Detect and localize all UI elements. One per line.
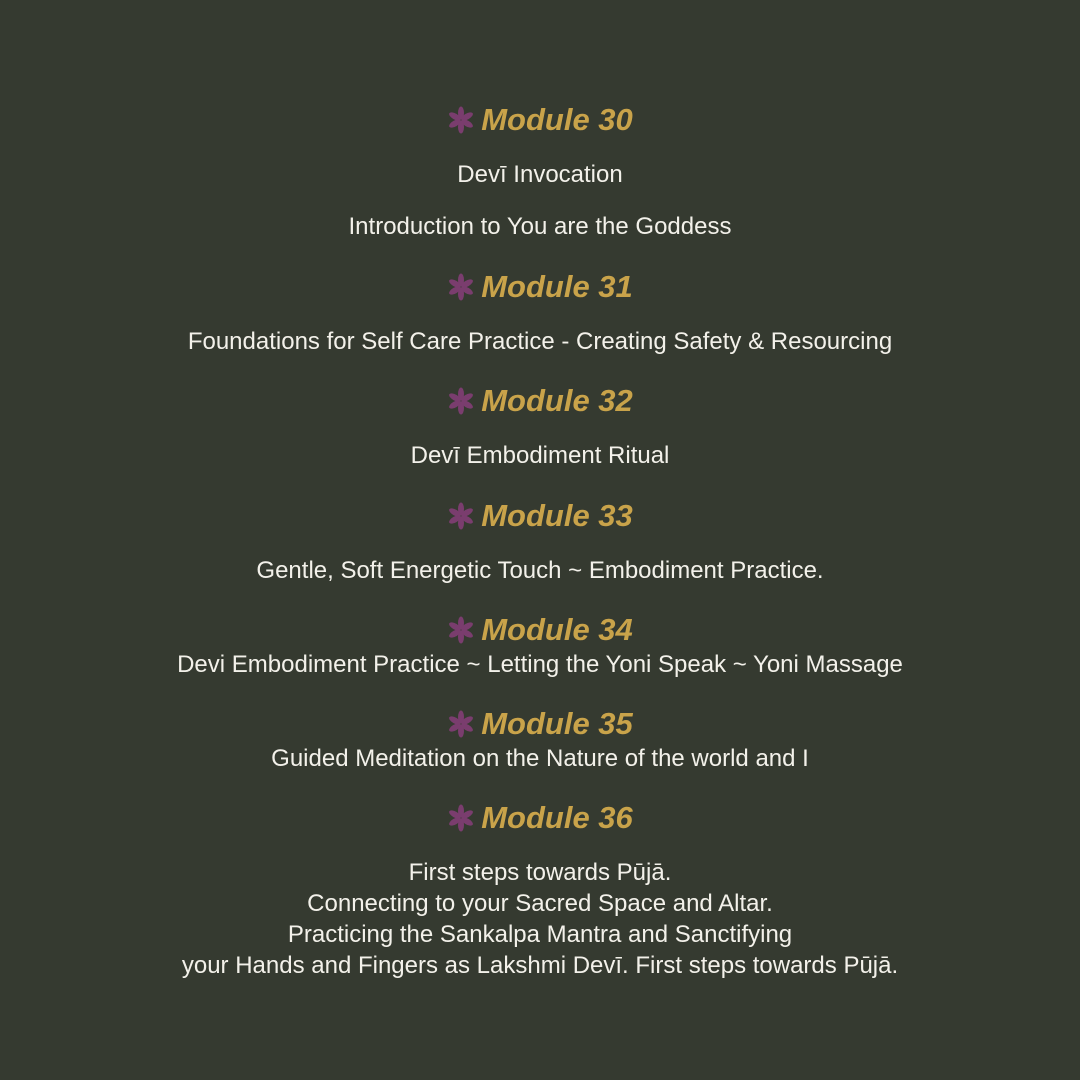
module-heading (0, 706, 1080, 742)
module-line: Devī Embodiment Ritual (410, 442, 670, 469)
flower-icon (447, 804, 475, 832)
flower-icon (447, 710, 475, 738)
flower-icon (447, 273, 475, 301)
module-heading (0, 498, 1080, 534)
flower-icon (447, 387, 475, 415)
module-heading (0, 800, 1080, 836)
module-title: Module 31 (481, 269, 633, 304)
module-heading (0, 612, 1080, 648)
module-title: Module 35 (481, 706, 633, 741)
module-title: Module 30 (481, 102, 633, 137)
module-title: Module 33 (481, 498, 633, 533)
module-line: Devi Embodiment Practice ~ Letting the Yoni Speak ~ Yoni Massage (177, 651, 903, 678)
module-line: Guided Meditation on the Nature of the world and I (271, 745, 809, 772)
flower-icon (447, 502, 475, 530)
module-line: First steps towards Pūjā. (408, 859, 672, 886)
flower-icon (447, 106, 475, 134)
module-line: Practicing the Sankalpa Mantra and Sanctifying (287, 921, 793, 948)
module-line: Foundations for Self Care Practice - Creating Safety & Resourcing (187, 328, 893, 355)
module-line: Introduction to You are the Goddess (348, 213, 732, 240)
module-heading (0, 102, 1080, 138)
module-line: Gentle, Soft Energetic Touch ~ Embodiment Practice. (256, 557, 824, 584)
module-title: Module 36 (481, 800, 633, 835)
module-title: Module 32 (481, 383, 633, 418)
module-line: your Hands and Fingers as Lakshmi Devī. First steps towards Pūjā. (181, 952, 899, 979)
module-line: Devī Invocation (457, 161, 623, 188)
module-line: Connecting to your Sacred Space and Altar. (307, 890, 773, 917)
module-heading (0, 383, 1080, 419)
flower-icon (447, 616, 475, 644)
module-title: Module 34 (481, 612, 633, 647)
module-heading (0, 269, 1080, 305)
